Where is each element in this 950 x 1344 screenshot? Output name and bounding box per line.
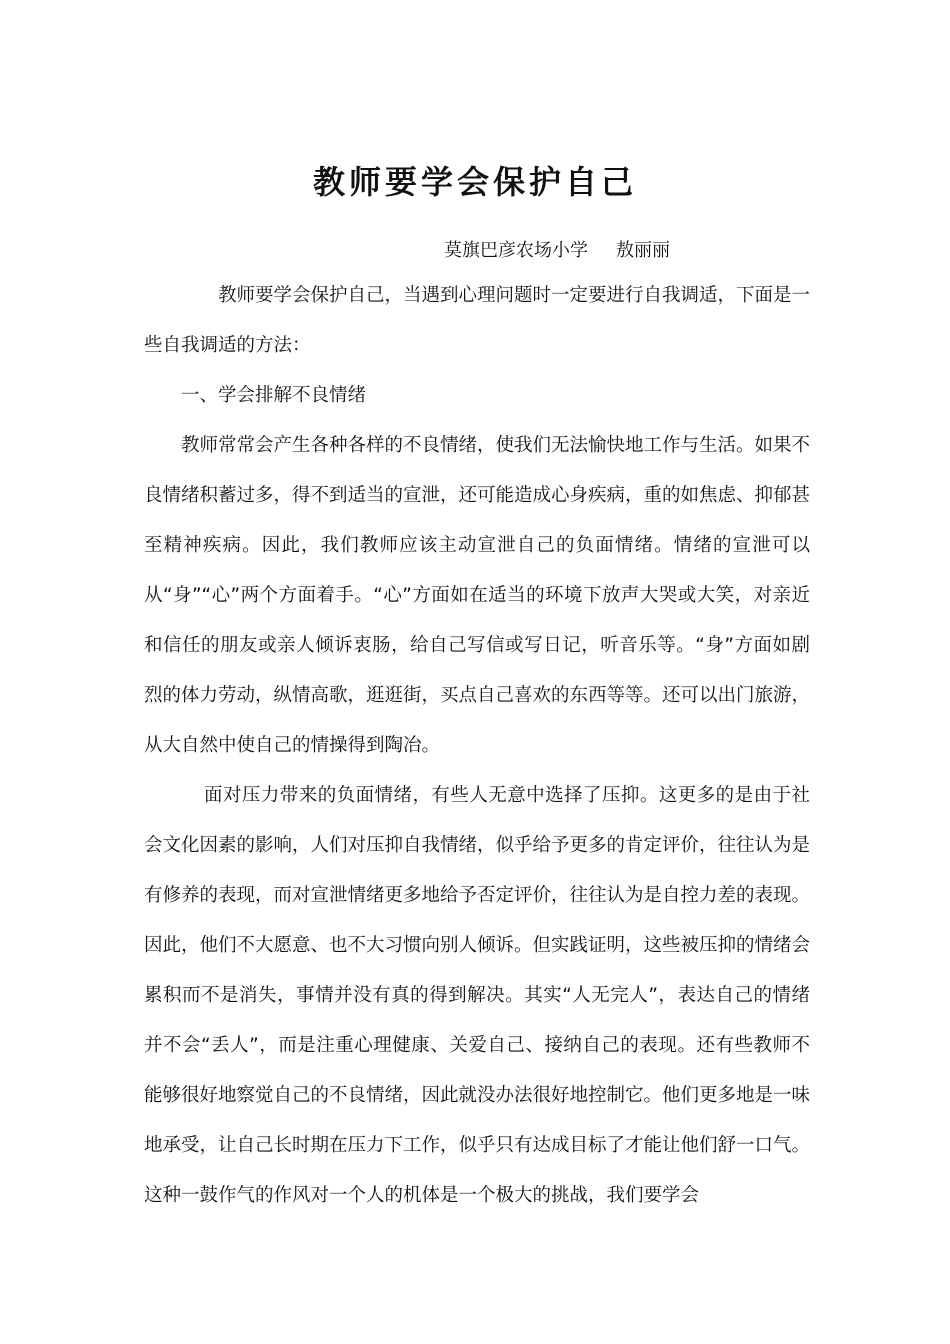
paragraph-intro: 教师要学会保护自己，当遇到心理问题时一定要进行自我调适，下面是一些自我调适的方法： [144,285,811,356]
paragraph-suppression: 面对压力带来的负面情绪，有些人无意中选择了压抑。这更多的是由于社会文化因素的影响，人们对压抑自我情绪，似乎给予更多的肯定评价，往往认为是有修养的表现，而对宣泄情绪更多地给予否定评价，往往认为是自控力差的表现。因此，他们不大愿意、也不大习惯向别人倾诉。但实践证明，这些被压抑的情绪会累积而不是消失，事情并没有真的得到解决。其实“人无完人”，表达自己的情绪并不会“丢人”，而是注重心理健康、关爱自己、接纳自己的表现。还有些教师不能够很好地察觉自己的不良情绪，因此就没办法很好地控制它。他们更多地是一味地承受，让自己长时期在压力下工作，似乎只有达成目标了才能让他们舒一口气。这种一鼓作气的作风对一个人的机体是一个极大的挑战，我们要学会 [144,785,811,1206]
section-heading: 一、学会排解不良情绪 [181,385,367,406]
document-body [144,271,810,1221]
document-title: 教师要学会保护自己 [312,163,637,201]
paragraph-emotion-release: 教师常常会产生各种各样的不良情绪，使我们无法愉快地工作与生活。如果不良情绪积蓄过多，得不到适当的宣泄，还可能造成心身疾病，重的如焦虑、抑郁甚至精神疾病。因此，我们教师应该主动宣泄自己的负面情绪。情绪的宣泄可以从“身”“心”两个方面着手。“心”方面如在适当的环境下放声大哭或大笑，对亲近和信任的朋友或亲人倾诉衷肠，给自己写信或写日记，听音乐等。“身”方面如剧烈的体力劳动，纵情高歌，逛逛街，买点自己喜欢的东西等等。还可以出门旅游，从大自然中使自己的情操得到陶冶。 [144,435,811,756]
byline-author: 敖丽丽 [616,240,670,261]
byline [444,237,670,265]
byline-school: 莫旗巴彦农场小学 [444,240,588,261]
